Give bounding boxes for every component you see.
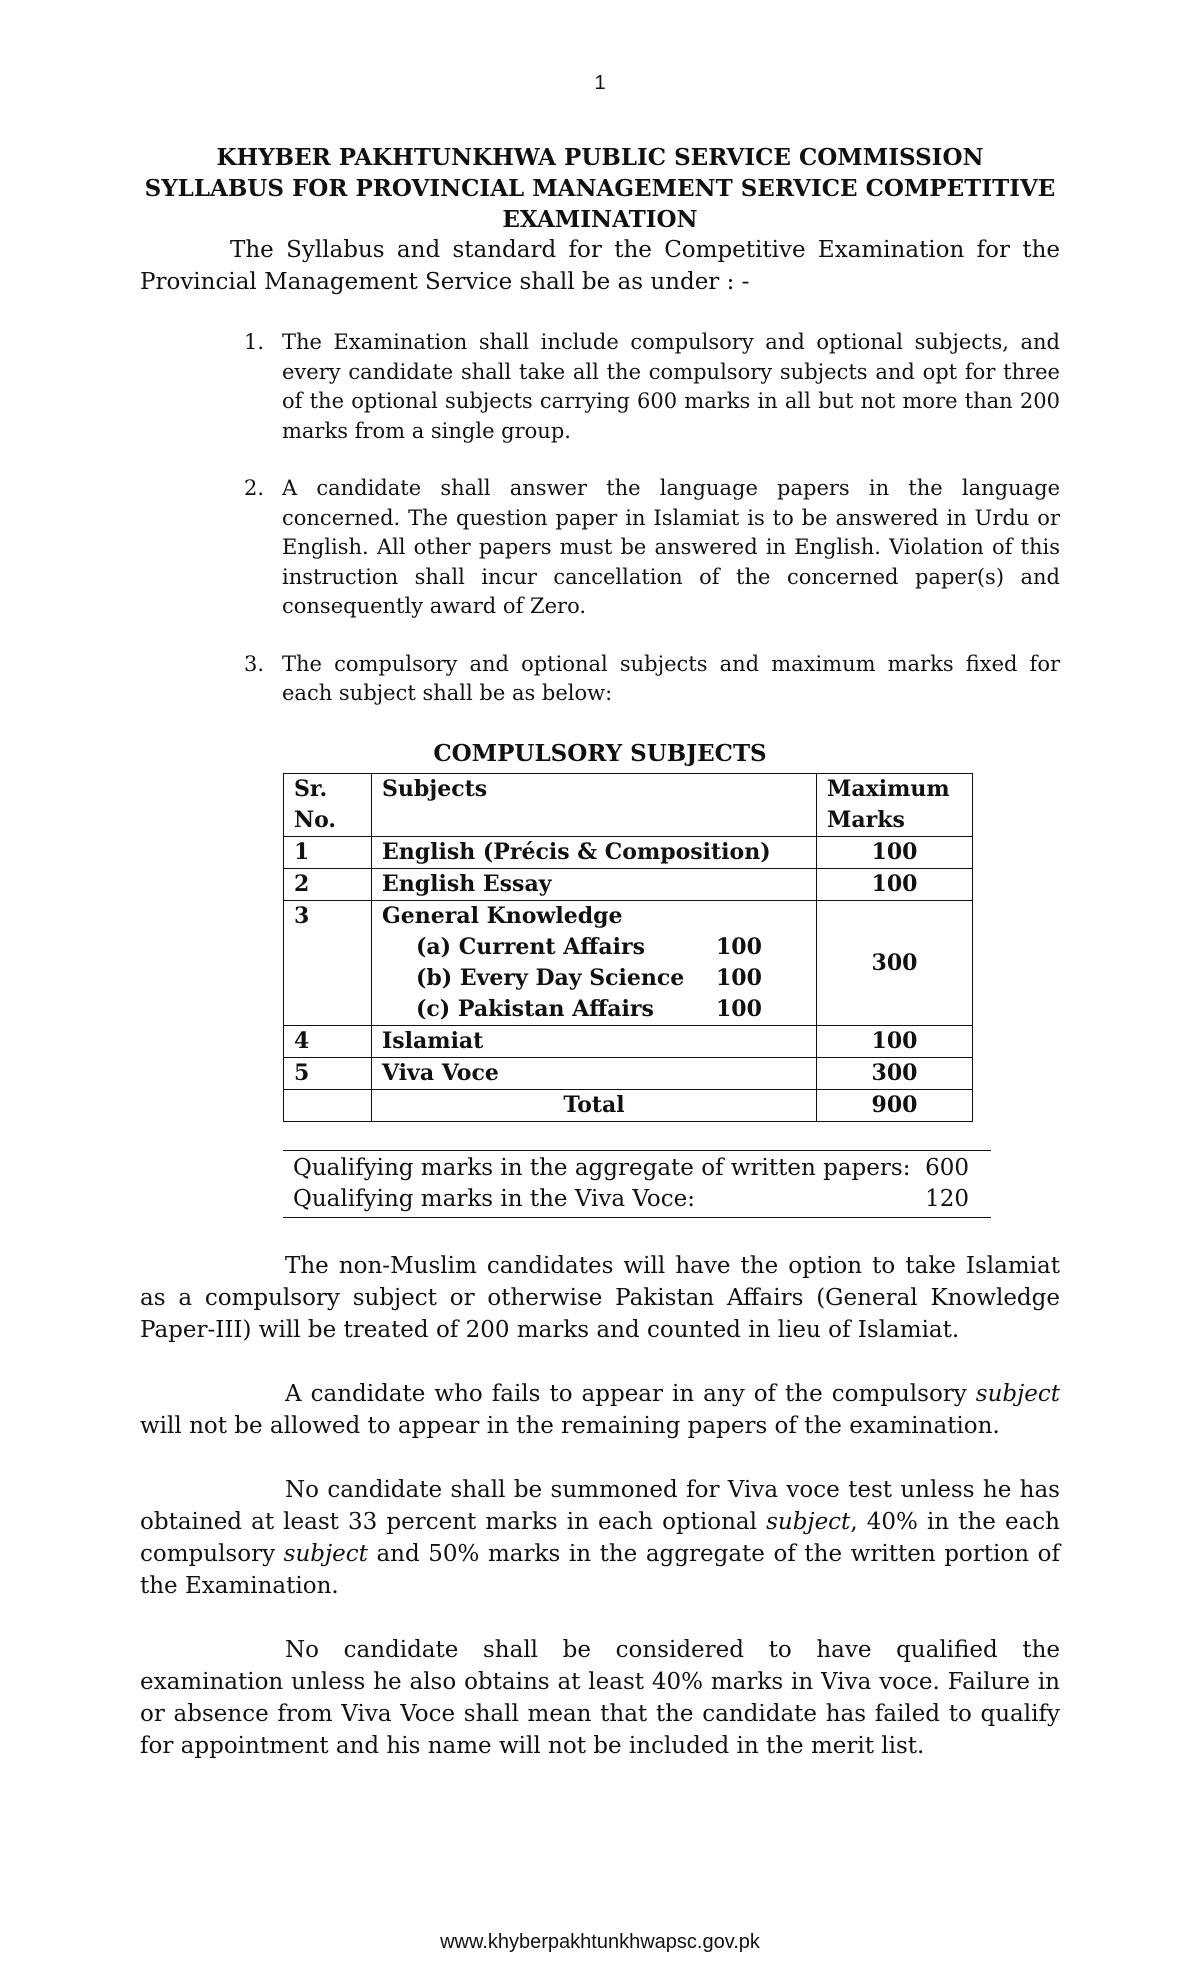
- qualification-paragraph: No candidate shall be considered to have qualified the examination unless he also obtains at least 40% marks in Viva voce. Failure in or absence from Viva Voce shall mean that the candidate has failed to qualify for appointment and his name will not be included in the merit list.: [140, 1637, 1060, 1759]
- text-run-italic: subject: [283, 1541, 368, 1567]
- sub-subject-marks: 100: [716, 996, 762, 1022]
- sub-subject-marks: 100: [716, 965, 762, 991]
- sub-subject-row: [382, 963, 806, 994]
- rule-item: [230, 650, 1060, 709]
- table-row: [284, 1026, 973, 1058]
- qualifying-row: [283, 1184, 991, 1215]
- cell-subject-general-knowledge: [372, 901, 817, 1026]
- text-run: , 40% in the each compulsory: [140, 1509, 1060, 1567]
- cell-marks: 100: [817, 869, 973, 901]
- sub-subject-label: (a) Current Affairs: [416, 934, 645, 960]
- title-line-2: SYLLABUS FOR PROVINCIAL MANAGEMENT SERVICE COMPETITIVE: [144, 175, 1056, 202]
- rule-text: The Examination shall include compulsory and optional subjects, and every candidate shall take all the compulsory subjects and opt for three of the optional subjects carrying 600 marks in all but not more than 200 marks from a single group.: [282, 330, 1060, 443]
- rule-number: 3.: [244, 651, 265, 676]
- text-run-italic: subject: [766, 1509, 851, 1535]
- qualifying-label: Qualifying marks in the Viva Voce:: [293, 1186, 695, 1212]
- cell-subject: General Knowledge: [382, 903, 623, 929]
- cell-subject: Islamiat: [372, 1026, 817, 1058]
- qualifying-value: 120: [925, 1186, 969, 1212]
- header-maximum-marks: Maximum Marks: [817, 774, 973, 837]
- text-run: and 50% marks in the aggregate of the written portion of the Examination.: [140, 1541, 1060, 1599]
- sub-subject-label: (c) Pakistan Affairs: [416, 996, 654, 1022]
- title-line-1: KHYBER PAKHTUNKHWA PUBLIC SERVICE COMMISSION: [216, 144, 984, 171]
- rule-number: 1.: [244, 330, 265, 354]
- cell-subject: English Essay: [372, 869, 817, 901]
- table-row: [284, 869, 973, 901]
- cell-subject: Viva Voce: [372, 1058, 817, 1090]
- table-row: [284, 837, 973, 869]
- text-run: A candidate who fails to appear in any of the compulsory: [285, 1381, 976, 1407]
- compulsory-title-text: COMPULSORY SUBJECTS: [433, 740, 767, 767]
- rule-number: 2.: [244, 476, 265, 500]
- header-subjects: Subjects: [372, 774, 817, 837]
- cell-sr: 3: [284, 901, 372, 1026]
- sub-subject-row: [382, 994, 806, 1025]
- qualifying-row: [283, 1153, 991, 1184]
- header-sr-no: Sr. No.: [284, 774, 372, 837]
- rule-text: A candidate shall answer the language papers in the language concerned. The question paper in Islamiat is to be answered in Urdu or English. All other papers must be answered in English. Violation of this instruction shall incur cancellation of the concerned paper(s) and consequently award of Zero.: [282, 476, 1060, 618]
- compulsory-subjects-title: [0, 740, 1200, 767]
- compulsory-subjects-table: [283, 773, 973, 1122]
- absence-paragraph: [140, 1378, 1060, 1442]
- cell-subject: English (Précis & Composition): [372, 837, 817, 869]
- table-header-row: [284, 774, 973, 837]
- cell-sr: 1: [284, 837, 372, 869]
- rule-text: The compulsory and optional subjects and maximum marks fixed for each subject shall be as below:: [282, 651, 1060, 705]
- page-number: 1: [594, 72, 606, 94]
- cell-marks: 300: [817, 1058, 973, 1090]
- total-label: Total: [372, 1090, 817, 1122]
- viva-summon-paragraph: [140, 1474, 1060, 1602]
- total-value: 900: [817, 1090, 973, 1122]
- table-total-row: [284, 1090, 973, 1122]
- sub-subject-label: (b) Every Day Science: [416, 965, 685, 991]
- cell-sr: 2: [284, 869, 372, 901]
- non-muslim-paragraph: The non-Muslim candidates will have the option to take Islamiat as a compulsory subject or otherwise Pakistan Affairs (General Knowledge Paper-III) will be treated of 200 marks and counted in lieu of Islamiat.: [140, 1253, 1060, 1343]
- intro-paragraph: The Syllabus and standard for the Competitive Examination for the Provincial Management Service shall be as under : -: [140, 237, 1060, 295]
- text-run-italic: subject: [975, 1381, 1060, 1407]
- qualifying-marks: [283, 1150, 991, 1218]
- rules-list: [230, 328, 1060, 737]
- text-run: No candidate shall be summoned for Viva voce test unless he has obtained at least 33 percent marks in each optional: [140, 1477, 1060, 1535]
- table-row: [284, 901, 973, 1026]
- sub-subject-marks: 100: [716, 934, 762, 960]
- cell-marks: 100: [817, 837, 973, 869]
- title-line-3: EXAMINATION: [502, 206, 698, 233]
- sub-subject-row: [382, 932, 806, 963]
- rule-item: [230, 474, 1060, 622]
- qualifying-label: Qualifying marks in the aggregate of written papers:: [293, 1155, 911, 1181]
- footer-url: www.khyberpakhtunkhwapsc.gov.pk: [440, 1931, 760, 1953]
- cell-sr: 5: [284, 1058, 372, 1090]
- qualifying-value: 600: [925, 1155, 969, 1181]
- document-title: [140, 142, 1060, 235]
- cell-marks: 100: [817, 1026, 973, 1058]
- cell-empty: [284, 1090, 372, 1122]
- rule-item: [230, 328, 1060, 446]
- text-run: will not be allowed to appear in the remaining papers of the examination.: [140, 1413, 1000, 1439]
- table-row: [284, 1058, 973, 1090]
- cell-sr: 4: [284, 1026, 372, 1058]
- cell-marks: 300: [817, 901, 973, 1026]
